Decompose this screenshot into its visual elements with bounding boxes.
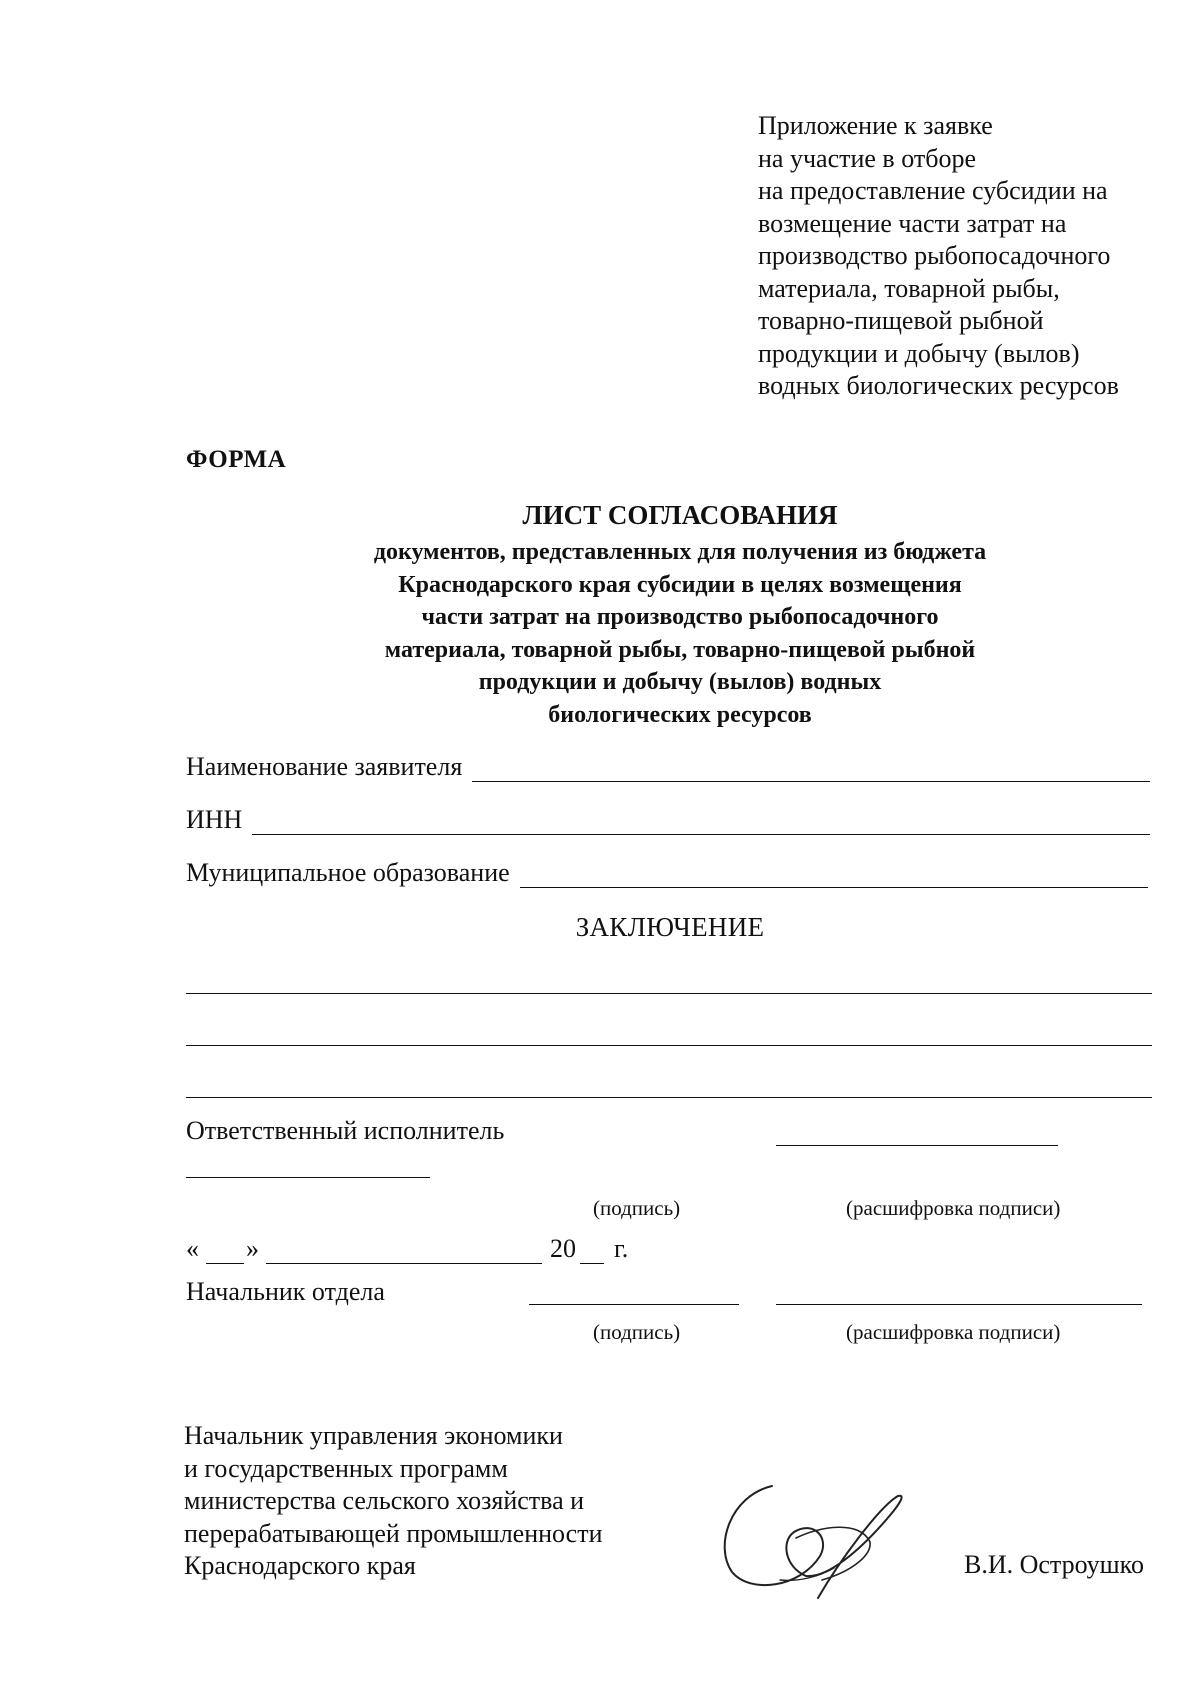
inn-row [186, 805, 1150, 835]
department-head-signature-line[interactable] [529, 1304, 739, 1305]
responsible-signature-caption: (подпись) [593, 1196, 681, 1220]
appendix-line: Приложение к заявке [758, 111, 993, 140]
department-head-decode-caption: (расшифровка подписи) [846, 1320, 1061, 1344]
date-month-field[interactable] [266, 1263, 542, 1264]
position-line: Начальник управления экономики [184, 1421, 563, 1450]
conclusion-line[interactable] [186, 993, 1152, 994]
appendix-line: продукции и добычу (вылов) [758, 338, 1080, 368]
inn-field[interactable] [252, 812, 1150, 835]
signatory-name: В.И. Остроушко [964, 1550, 1144, 1579]
date-year-suffix: г. [614, 1234, 629, 1263]
document-subtitle [250, 536, 1110, 731]
appendix-line: на предоставление субсидии на [758, 176, 1108, 205]
responsible-decode-line[interactable] [776, 1145, 1058, 1146]
subtitle-line: продукции и добычу (вылов) водных [478, 669, 882, 695]
municipality-label: Муниципальное образование [186, 858, 510, 887]
appendix-line: возмещение части затрат на [758, 208, 1067, 238]
position-line: и государственных программ [184, 1453, 508, 1483]
subtitle-line: материала, товарной рыбы, товарно-пищевой рыбной [384, 636, 976, 663]
applicant-name-field[interactable] [472, 759, 1150, 782]
subtitle-line: части затрат на производство рыбопосадочного [421, 604, 939, 630]
subtitle-line: документов, представленных для получения из бюджета [373, 539, 987, 565]
department-head-signature-caption: (подпись) [593, 1320, 681, 1344]
position-line: перерабатывающей промышленности [184, 1518, 603, 1548]
conclusion-heading: ЗАКЛЮЧЕНИЕ [575, 912, 765, 942]
applicant-name-row [186, 752, 1150, 782]
applicant-name-label: Наименование заявителя [186, 752, 463, 781]
appendix-line: производство рыбопосадочного [758, 241, 1111, 270]
appendix-line: на участие в отборе [758, 143, 976, 173]
date-year-prefix: 20 [550, 1234, 576, 1263]
responsible-signature-line[interactable] [186, 1177, 430, 1178]
conclusion-line[interactable] [186, 1045, 1152, 1046]
inn-label: ИНН [186, 805, 243, 834]
subtitle-line: биологических ресурсов [548, 701, 812, 728]
signatory-position [184, 1420, 603, 1583]
department-head-decode-line[interactable] [776, 1304, 1142, 1305]
municipality-row [186, 858, 1148, 888]
appendix-line: материала, товарной рыбы, [758, 273, 1060, 303]
handwritten-signature [710, 1476, 930, 1606]
form-label: ФОРМА [186, 446, 287, 473]
position-line: Краснодарского края [184, 1551, 416, 1580]
department-head-label: Начальник отдела [186, 1277, 385, 1306]
appendix-note [758, 110, 1178, 403]
document-title: ЛИСТ СОГЛАСОВАНИЯ [522, 500, 838, 530]
municipality-field[interactable] [520, 865, 1148, 888]
conclusion-line[interactable] [186, 1097, 1152, 1098]
position-line: министерства сельского хозяйства и [184, 1486, 585, 1515]
date-day-field[interactable] [206, 1263, 244, 1264]
responsible-label: Ответственный исполнитель [186, 1116, 505, 1145]
date-close-quote: » [246, 1234, 259, 1263]
appendix-line: водных биологических ресурсов [758, 371, 1119, 400]
subtitle-line: Краснодарского края субсидии в целях возмещения [398, 571, 962, 598]
responsible-decode-caption: (расшифровка подписи) [846, 1196, 1061, 1220]
date-year-field[interactable] [580, 1263, 604, 1264]
appendix-line: товарно-пищевой рыбной [758, 306, 1044, 335]
date-open-quote: « [186, 1234, 199, 1263]
